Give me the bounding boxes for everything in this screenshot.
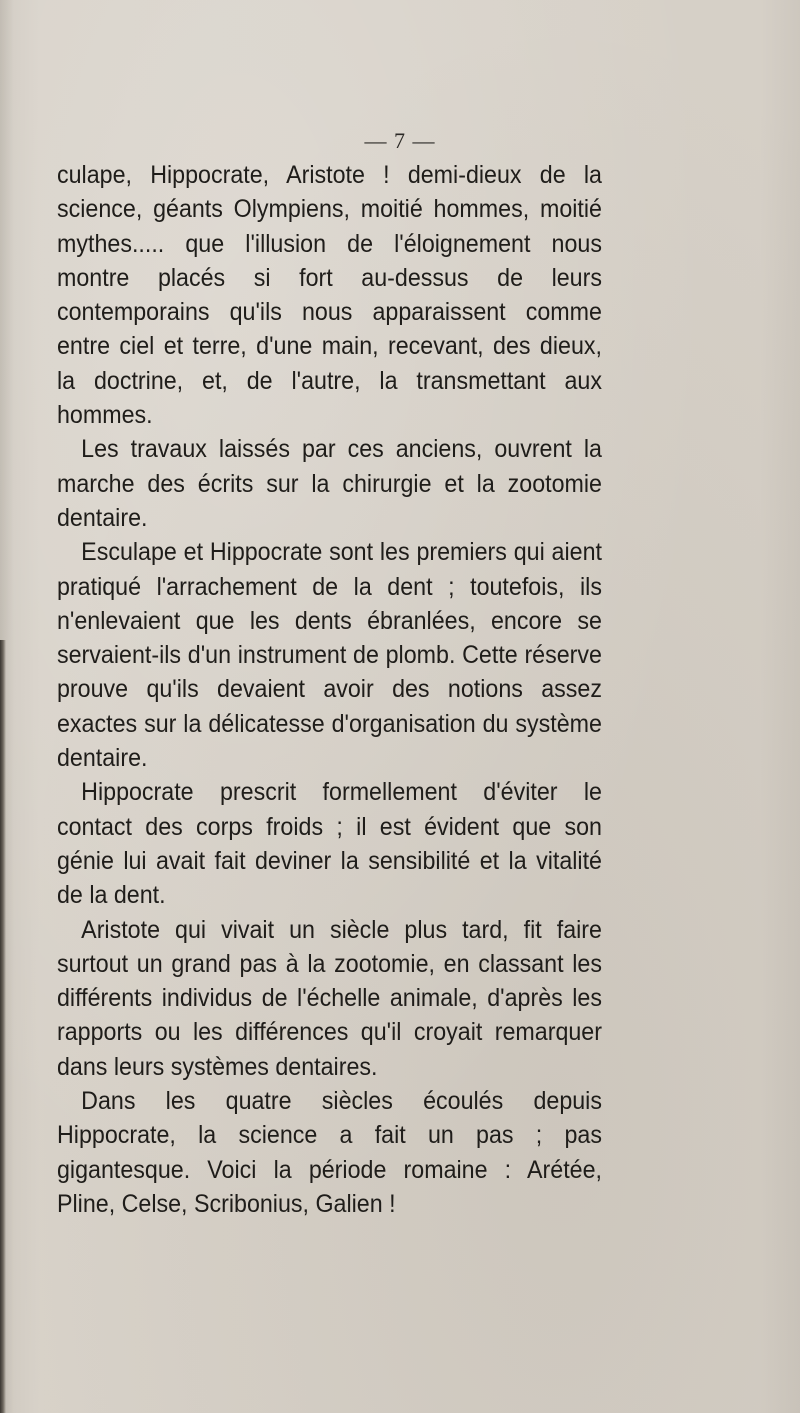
body-text [57,158,602,1221]
paragraph-2: Les travaux laissés par ces anciens, ouvrent la marche des écrits sur la chirurgie et la zootomie dentaire. [57,435,602,532]
paragraph-4: Hippocrate prescrit formellement d'éviter le contact des corps froids ; il est évident que son génie lui avait fait deviner la sensibilité et la vitalité de la dent. [57,778,602,910]
paragraph-6: Dans les quatre siècles écoulés depuis Hippocrate, la science a fait un pas ; pas gigantesque. Voici la période romaine : Arétée, Pline, Celse, Scribonius, Galien ! [57,1087,602,1218]
page-binding-edge [0,640,6,1413]
page-number: — 7 — [364,128,436,153]
paragraph-1: culape, Hippocrate, Aristote ! demi-dieux de la science, géants Olympiens, moitié hommes, moitié mythes..... que l'illusion de l'éloignement nous montre placés si fort au-dessus de leurs contemporains qu'ils nous apparaissent comme entre ciel et terre, d'une main, recevant, des dieux, la doctrine, et, de l'autre, la transmettant aux hommes. [57,161,602,430]
paragraph-3: Esculape et Hippocrate sont les premiers qui aient pratiqué l'arrachement de la dent ; toutefois, ils n'enlevaient que les dents ébranlées, encore se servaient-ils d'un instrument de plomb. Cette réserve prouve qu'ils devaient avoir des notions assez exactes sur la délicatesse d'organisation du système dentaire. [57,538,602,773]
paragraph-5: Aristote qui vivait un siècle plus tard, fit faire surtout un grand pas à la zootomie, en classant les différents individus de l'échelle animale, d'après les rapports ou les différences qu'il croyait remarquer dans leurs systèmes dentaires. [57,915,602,1081]
